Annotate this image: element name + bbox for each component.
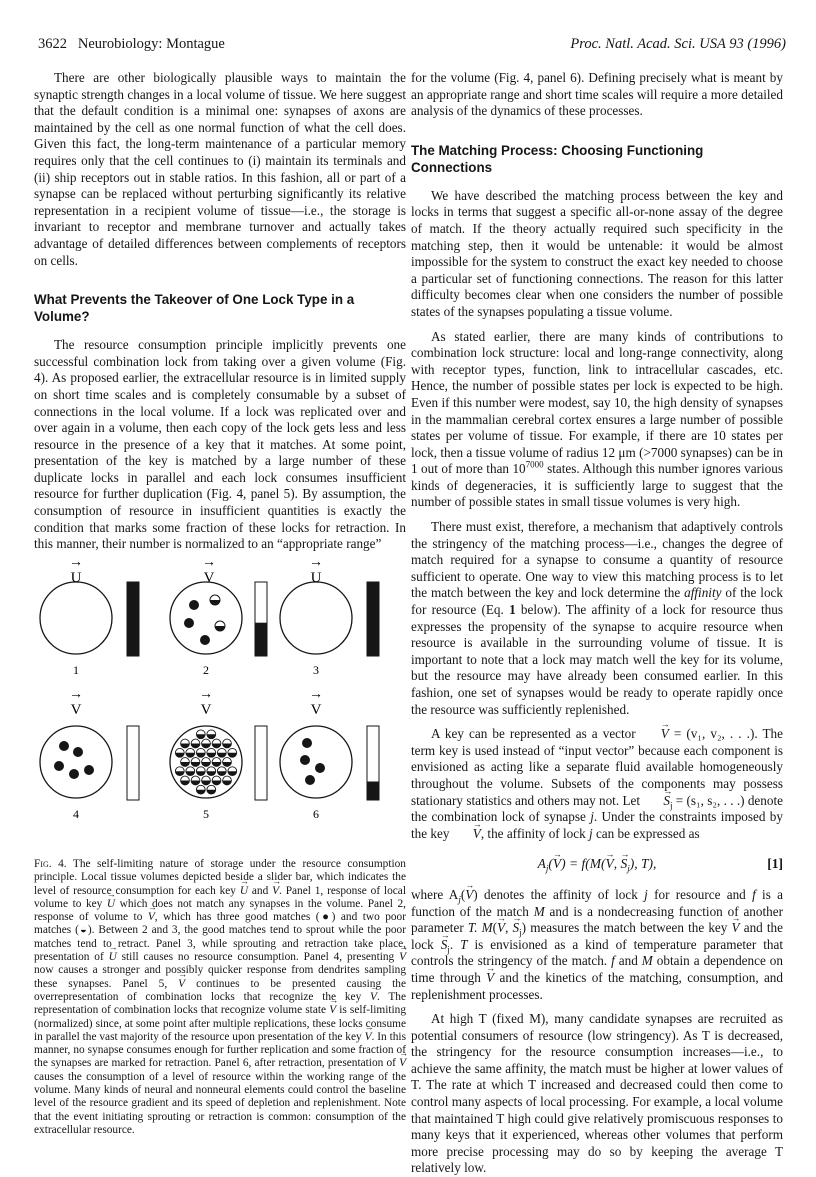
resource-bar-fill: [255, 623, 267, 656]
svg-text:→: →: [199, 687, 213, 702]
tissue-volume: [40, 582, 112, 654]
replicated-lock: [223, 758, 232, 767]
key-label: [309, 555, 323, 586]
svg-text:→: →: [309, 687, 323, 702]
equation-number: [1]: [767, 856, 783, 872]
panel-label: 6: [313, 807, 319, 821]
panel-label: 3: [313, 663, 319, 677]
panel-label: 4: [73, 807, 79, 821]
paragraph: for the volume (Fig. 4, panel 6). Defining precisely what is meant by an appropriate range and short time scales will require a more detailed analysis of the dynamics of these processes.: [411, 70, 783, 119]
good-match-lock: [305, 775, 315, 785]
paragraph: A key can be represented as a vector → V = (v₁, v₂, . . .). The term key is used instead of “input vector” because each component is envisioned as acting like a separate fluid available homogeneously throughout the volume. Subsets of the components may possess stationary statistics and others may not. Let → $S_j = (s_1$, s₂, . . .) denote the combination lock of synapse j. Under the constraints imposed by the key → V, the affinity of lock j can be expressed as: [411, 726, 783, 842]
paragraph: The resource consumption principle implicitly prevents one successful combination lock from taking over a given volume (Fig. 4). As proposed earlier, the extracellular resource is in limited supply on short time scales and is completely consumable by a subset of connections in the local volume. If a lock was replicated over and over again in a volume, then each copy of the lock gets less and less resource in the presence of a key that it matches. At some point, presentation of the key is matched by a large number of these duplicate locks in parallel and each lock consumes insufficient resource for further duplication (Fig. 4, panel 5). By assumption, the consumption of resource in insufficient quantities is exactly the condition that marks some fraction of these locks for retraction. In this manner, their number is normalized to an “appropriate range”: [34, 337, 406, 552]
replicated-lock: [228, 748, 237, 757]
svg-text:→: →: [309, 555, 323, 570]
journal-citation: Proc. Natl. Acad. Sci. USA 93 (1996): [570, 36, 786, 52]
replicated-lock: [212, 758, 221, 767]
good-match-lock: [300, 755, 310, 765]
good-match-lock: [54, 761, 64, 771]
replicated-lock: [196, 767, 205, 776]
key-label: [202, 555, 216, 586]
good-match-lock: [315, 763, 325, 773]
tissue-volume: [280, 726, 352, 798]
poor-match-lock: [210, 595, 220, 605]
svg-text:→: →: [202, 555, 216, 570]
good-match-lock: [184, 618, 194, 628]
key-label: [309, 687, 323, 718]
running-header-left: [38, 36, 225, 53]
replicated-lock: [202, 758, 211, 767]
replicated-lock: [196, 748, 205, 757]
replicated-lock: [228, 767, 237, 776]
paragraph: We have described the matching process between the key and locks in terms that suggest a specific all-or-none assay of the degree of match. If the theory actually required such specificity in the matching step, then it would be untenable: it would be almost impossible for the system to construct the exact key needed to choose a particular set of functioning connections. The reason for this latter difficulty becomes clear when one considers the number of possible states of the synapses populating a tissue volume.: [411, 187, 783, 319]
panel-label: 5: [203, 807, 209, 821]
figure-caption: Fig. 4. The self-limiting nature of storage under the resource consumption principle. Local tissue volumes depicted beside a slider bar, which indicates the level of resource consumption for each key → U and → V. Panel 1, response of local volume to key → U which does not match any synapses in the volume. Panel 2, response of volume to → V, which has three good matches (●) and two poor matches (◒). Between 2 and 3, the good matches tend to sprout while the poor matches tend to retract. Panel 3, while sprouting and retraction take place, presentation of → U still causes no resource consumption. Panel 4, presenting → V now causes a stronger and possibly quicker response from dendrites sampling these synapses. Panel 5, → V continues to be presented causing the overrepresentation of combination locks that recognize the key → V. The representation of combination locks that recognize volume state → V is self-limiting (normalized) since, at some point after multiple replications, these locks consume in parallel the vast majority of the resource upon presentation of the key → V. In this manner, no synapse consumes enough for further replication and some fraction of the synapses are marked for retraction. Panel 6, after retraction, presentation of → V causes the consumption of a level of resource within the working range of the volume. Many kinds of neural and nonneural elements could control the baseline level of the resource gradient and its speed of depletion and replenishment. Note that the event initiating sprouting or retraction is common: consumption of the extracellular resource.: [34, 858, 406, 1137]
replicated-lock: [212, 776, 221, 785]
paragraph: where $A_j(\to V)$ denotes the affinity of lock j for resource and f is a function of the match M and is a nondecreasing function of another parameter T. M(→ V, → $S_j$) measures the match between the key → V and the lock → $S_j$. T is envisioned as a kind of temperature parameter that controls the stringency of the match. f and M obtain a dependence on time through → V and the kinetics of the matching, consumption, and replenishment processes.: [411, 887, 783, 1003]
replicated-lock: [181, 739, 190, 748]
good-match-lock: [73, 747, 83, 757]
svg-text:V: V: [200, 702, 212, 718]
replicated-lock: [223, 739, 232, 748]
key-label: [69, 687, 83, 718]
left-column: [34, 70, 406, 553]
svg-text:V: V: [203, 570, 215, 586]
resource-bar-fill: [367, 582, 379, 656]
replicated-locks: [175, 730, 236, 794]
svg-text:V: V: [310, 702, 322, 718]
key-label: [199, 687, 213, 718]
section-heading: What Prevents the Takeover of One Lock Type in a Volume?: [34, 292, 355, 325]
svg-text:U: U: [310, 570, 322, 586]
panel-label: 2: [203, 663, 209, 677]
replicated-lock: [207, 730, 216, 739]
replicated-lock: [186, 767, 195, 776]
replicated-lock: [217, 767, 226, 776]
replicated-lock: [181, 758, 190, 767]
replicated-lock: [181, 776, 190, 785]
resource-bar-fill: [127, 582, 139, 656]
figure-4-diagram: [34, 536, 406, 856]
good-match-lock: [189, 600, 199, 610]
panel-label: 1: [73, 663, 79, 677]
svg-text:→: →: [69, 687, 83, 702]
replicated-lock: [191, 758, 200, 767]
replicated-lock: [217, 748, 226, 757]
replicated-lock: [191, 739, 200, 748]
equation-1: $A_j(\to V) = f(M(\to V$, → $S_j$), T), [1]: [411, 856, 783, 873]
replicated-lock: [196, 785, 205, 794]
replicated-lock: [175, 767, 184, 776]
good-match-lock: [59, 741, 69, 751]
key-label: [69, 555, 83, 586]
replicated-lock: [186, 748, 195, 757]
svg-text:V: V: [70, 702, 82, 718]
right-column: [411, 70, 783, 1177]
resource-bar: [255, 726, 267, 800]
replicated-lock: [196, 730, 205, 739]
replicated-lock: [191, 776, 200, 785]
replicated-lock: [207, 767, 216, 776]
good-match-lock: [84, 765, 94, 775]
replicated-lock: [223, 776, 232, 785]
replicated-lock: [212, 739, 221, 748]
replicated-lock: [202, 776, 211, 785]
replicated-lock: [175, 748, 184, 757]
resource-bar-fill: [367, 782, 379, 801]
paragraph: As stated earlier, there are many kinds of contributions to combination lock structure: local and long-range connectivity, along with receptor types, function, link to intracellular cascades, etc. Hence, the number of possible states per lock is expected to be high. Even if this number were modest, say 10, the high density of synapses in the mammalian cerebral cortex ensures a large number of possible states per volume of tissue. For example, if there are 10 states per lock, then a tissue volume of radius 12 μm (>7000 synapses) can be in 1 out of more than $10^{7000}$ states. Although this number ignores various kinds of degeneracies, it is sufficiently large to suggest that the number of possible states in small tissue volumes is very high.: [411, 328, 784, 510]
svg-text:U: U: [70, 570, 82, 586]
good-match-lock: [200, 635, 210, 645]
tissue-volume: [40, 726, 112, 798]
replicated-lock: [207, 785, 216, 794]
resource-bar: [127, 726, 139, 800]
good-match-lock: [302, 738, 312, 748]
figure-4: [34, 536, 406, 856]
page-number: 3622: [38, 36, 67, 52]
poor-match-lock: [215, 621, 225, 631]
section-title: Neurobiology: Montague: [77, 36, 225, 52]
paragraph: There are other biologically plausible ways to maintain the synaptic strength changes in a local volume of tissue. We here suggest that the default condition is a minimal one: synapses of axons are maintained by the cell as one normal function of what the cell does. Given this fact, the long-term maintenance of a particular memory requires only that the cell continues to (i) maintain its terminals and (ii) ship receptors out in stable ratios. In this fashion, all or part of a synapse can be replaced without perturbing significantly its relative representation in a recipient volume of tissue—i.e., the storage is invariant to receptor and membrane turnover and actually takes advantage of detailed differences between complements of receptors on cells.: [34, 70, 406, 268]
tissue-volume: [280, 582, 352, 654]
svg-text:→: →: [69, 555, 83, 570]
section-heading: The Matching Process: Choosing Functioning Connections: [411, 142, 704, 175]
replicated-lock: [207, 748, 216, 757]
paragraph: At high T (fixed M), many candidate synapses are recruited as potential consumers of resource (low stringency). As T is decreased, the stringency for the resource consumption increases—i.e., to achieve the same affinity, the match must be higher at lower values of T. The rate at which T increased and decreased could then come to control many aspects of local processing. For example, a local volume that maintained T high could give relatively promiscuous responses to many keys that it experienced, whereas other volumes that perform more precise processing may do so by keeping the average T relatively low.: [411, 1011, 783, 1176]
good-match-lock: [69, 769, 79, 779]
replicated-lock: [202, 739, 211, 748]
paragraph: There must exist, therefore, a mechanism that adaptively controls the stringency of the matching process—i.e., changes the degree of match required for a synapse to consume a quantity of resource sufficient to operate. One way to view this matching process is to let the match between the key and lock determine the affinity of the lock for resource (Eq. 1 below). The affinity of a lock for resource thus expresses the propensity of the synapse to acquire resource when resource is available in the surrounding volume of tissue. It is important to note that a lock may match well the key for its volume, but the resource may have already been consumed earlier. In this fashion, one set of synapses would be ready to operate rapidly once the resource was sufficiently replenished.: [411, 519, 783, 717]
caption-lead: Fig. 4.: [34, 858, 67, 870]
